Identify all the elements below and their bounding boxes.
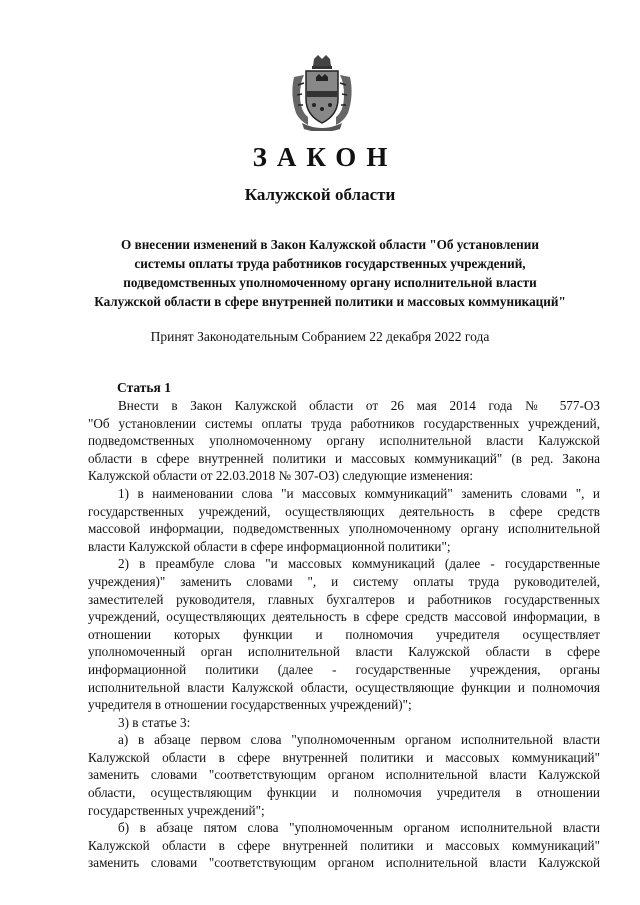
heading-line: подведомственных уполномоченному органу исполнительной власти xyxy=(123,275,537,290)
article-body xyxy=(88,397,600,872)
body-line: Внести в Закон Калужской области от 26 мая 2014 года № 577-ОЗ xyxy=(118,398,600,413)
body-line: заместителей руководителя, главных бухгалтеров и работников государственных xyxy=(88,591,600,607)
body-line: государственных учреждений"; xyxy=(88,802,265,818)
body-line: государственных учреждений, осуществляющих деятельность в сфере средств xyxy=(88,503,600,519)
adoption-note: Принят Законодательным Собранием 22 декабря 2022 года xyxy=(150,329,490,344)
body-line: Калужской области в сфере внутренней политики и массовых коммуникаций" xyxy=(88,837,600,853)
body-line: учреждения)" заменить словами ", и систему оплаты труда руководителей, xyxy=(88,573,600,589)
heading-line: системы оплаты труда работников государственных учреждений, xyxy=(134,256,526,271)
body-line: учреждений, осуществляющих деятельность в сфере средств массовой информации, в xyxy=(88,609,600,625)
body-line: учредителя в отношении государственных учреждений)"; xyxy=(88,697,412,713)
body-line: б) в абзаце пятом слова "уполномоченным органом исполнительной власти xyxy=(118,820,600,836)
body-line: отношении которых функции и полномочия учредителя осуществляет xyxy=(88,626,600,642)
body-line: власти Калужской области в сфере информационной политики"; xyxy=(88,538,451,554)
body-line: Калужской области в сфере внутренней политики и массовых коммуникаций" xyxy=(88,749,600,765)
body-line: информационной политики (далее - государственные учреждения, органы xyxy=(88,661,600,677)
body-line: 2) в преамбуле слова "и массовых коммуникаций (далее - государственные xyxy=(118,556,600,572)
body-line: уполномоченный орган исполнительной власти Калужской области в сфере xyxy=(88,644,600,660)
body-line: подведомственных уполномоченному органу исполнительной власти Калужской xyxy=(88,433,600,449)
heading-line: О внесении изменений в Закон Калужской области "Об установлении xyxy=(121,237,539,252)
body-line: заменить словами "соответствующим органом исполнительной власти Калужской xyxy=(88,855,600,871)
body-line: массовой информации, подведомственных уполномоченному органу исполнительной xyxy=(88,521,600,537)
body-line: 3) в статье 3: xyxy=(118,714,191,730)
coat-of-arms-emblem xyxy=(290,55,354,131)
heading-line: Калужской области в сфере внутренней политики и массовых коммуникаций" xyxy=(94,294,566,309)
body-line: "Об установлении системы оплаты труда работников государственных учреждений, xyxy=(88,415,600,431)
body-line: заменить словами "соответствующим органом исполнительной власти Калужской xyxy=(88,767,600,783)
article-title: Статья 1 xyxy=(117,380,171,395)
document-subtitle: Калужской области xyxy=(244,185,396,204)
body-line: области в сфере внутренней политики и массовых коммуникаций" (в ред. Закона xyxy=(88,450,600,466)
body-line: Калужской области от 22.03.2018 № 307-ОЗ) следующие изменения: xyxy=(88,468,474,484)
body-line: исполнительной власти Калужской области, осуществляющие функции и полномочия xyxy=(88,679,600,695)
document-title: ЗАКОН xyxy=(252,142,398,172)
body-line: а) в абзаце первом слова "уполномоченным органом исполнительной власти xyxy=(118,732,600,748)
body-line: 1) в наименовании слова "и массовых коммуникаций" заменить словами ", и xyxy=(118,485,600,501)
body-line: области, осуществляющим функции и полномочия учредителя в отношении xyxy=(88,785,600,801)
law-heading xyxy=(70,235,590,311)
